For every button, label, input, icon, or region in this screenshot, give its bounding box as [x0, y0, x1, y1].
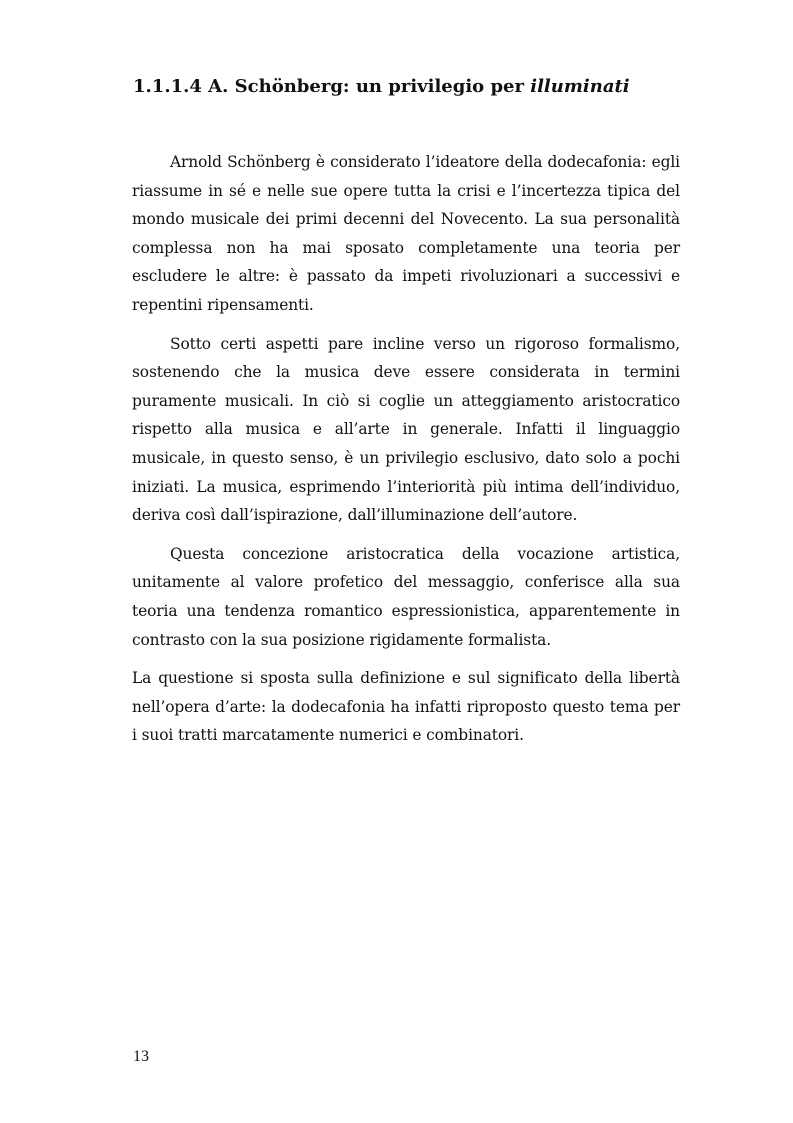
- paragraph-3: Questa concezione aristocratica della vocazione artistica, unitamente al valore profetico del messaggio, conferisce alla sua teoria una tendenza romantico espressionistica, apparentemente in contrasto con la sua posizione rigidamente formalista.: [132, 544, 680, 649]
- paragraph-1: Arnold Schönberg è considerato l’ideatore della dodecafonia: egli riassume in sé e nelle sue opere tutta la crisi e l’incertezza tipica del mondo musicale dei primi decenni del Novecento. La sua personalità complessa non ha mai sposato completamente una teoria per escludere le altre: è passato da impeti rivoluzionari a successivi e repentini ripensamenti.: [132, 153, 680, 314]
- paragraph-4: La questione si sposta sulla definizione e sul significato della libertà nell’opera d’arte: la dodecafonia ha infatti riproposto questo tema per i suoi tratti marcatamente numerici e combinatori.: [132, 669, 680, 745]
- section-heading-text: 1.1.1.4 A. Schönberg: un privilegio per: [133, 76, 531, 97]
- section-heading-emphasis: illuminati: [530, 76, 630, 97]
- paragraph-2: Sotto certi aspetti pare incline verso un rigoroso formalismo, sostenendo che la musica deve essere considerata in termini puramente musicali. In ciò si coglie un atteggiamento aristocratico rispetto alla musica e all’arte in generale. Infatti il linguaggio musicale, in questo senso, è un privilegio esclusivo, dato solo a pochi iniziati. La musica, esprimendo l’interiorità più intima dell’individuo, deriva così dall’ispirazione, dall’illuminazione dell’autore.: [132, 334, 680, 525]
- page-number: 13: [133, 1048, 149, 1065]
- body-text: [132, 148, 680, 760]
- section-heading: [133, 74, 693, 100]
